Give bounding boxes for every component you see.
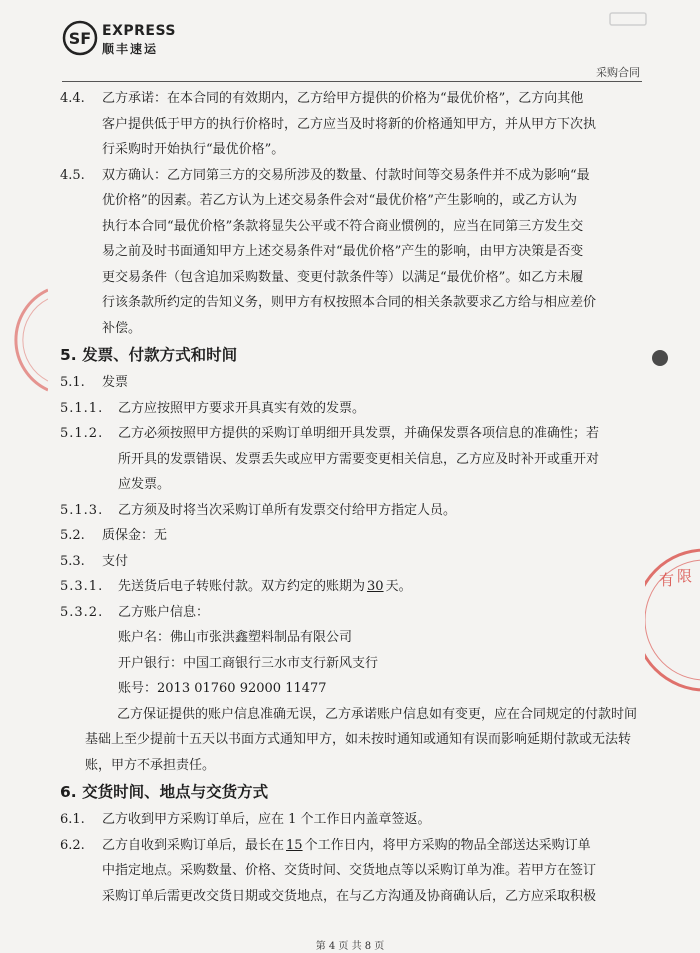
clause-line (102, 833, 650, 859)
clause-number: 5.3.1. (60, 579, 104, 594)
sf-logo-icon (62, 20, 98, 56)
clause-line: 所开具的发票错误、发票丢失或应甲方需要变更相关信息，乙方应及时补开或重开对 (118, 451, 600, 467)
clause-5-1 (60, 370, 650, 396)
clause-line: 中指定地点。采购数量、价格、交货时间、交货地点等以采购订单为准。若甲方在签订 (102, 863, 597, 878)
clause-number: 4.5. (60, 167, 85, 183)
clause-text: 乙方自收到采购订单后，最长在 (102, 837, 285, 853)
account-guarantee-paragraph (60, 702, 650, 779)
clause-number: 6.1. (60, 812, 85, 827)
logo-text-chinese: 顺丰速运 (102, 42, 159, 56)
corner-watermark (608, 10, 648, 28)
clause-text: 乙方账户信息： (118, 604, 210, 620)
clause-number: 5.1.2. (60, 426, 104, 441)
binder-hole (652, 350, 668, 366)
svg-text:SF: SF (68, 29, 92, 48)
red-seal-stamp-right (645, 545, 700, 695)
clause-5-1-1 (60, 396, 650, 422)
clause-text: 个工作日内，将甲方采购的物品全部送达采购订单 (304, 837, 591, 853)
clause-number: 5.1.1. (60, 400, 104, 416)
clause-line: 乙方必须按照甲方提供的采购订单明细开具发票，并确保发票各项信息的准确性；若 (118, 426, 600, 441)
clause-text: 支付 (102, 553, 129, 569)
payment-days: 30 (367, 579, 384, 594)
bank-name: 开户银行：中国工商银行三水市支行新风支行 (118, 655, 379, 671)
clause-number: 5.3.2. (60, 604, 104, 620)
clause-text: 先送货后电子转账付款。双方约定的账期为 (118, 579, 366, 594)
header-divider (62, 81, 642, 82)
clause-5-1-3 (60, 498, 650, 524)
clause-line: 行该条款所约定的告知义务，则甲方有权按照本合同的相关条款要求乙方给与相应差价 (102, 295, 597, 310)
paragraph-line: 乙方保证提供的账户信息准确无误，乙方承诺账户信息如有变更，应在合同规定的付 (117, 706, 599, 722)
section-6-heading: 6. 交货时间、地点与交货方式 (60, 783, 269, 801)
clause-text: 乙方收到甲方采购订单后，应在 1 个工作日内盖章签返。 (102, 812, 431, 827)
clause-text: 乙方须及时将当次采购订单所有发票交付给甲方指定人员。 (118, 502, 457, 518)
logo-text-english: EXPRESS (102, 23, 176, 39)
paragraph-line: 款时间基础上至少提前十五天以书面方式通知甲方，如未按时通知或通知有误而影响延期付 (85, 706, 638, 747)
clause-line: 双方确认：乙方同第三方的交易所涉及的数量、付款时间等交易条件并不成为影响“最 (102, 167, 590, 183)
clause-6-1 (60, 807, 650, 833)
clause-line: 优价格”的因素。若乙方认为上述交易条件会对“最优价格”产生影响的，或乙方认为 (102, 193, 577, 208)
account-name: 账户名：佛山市张洪鑫塑料制品有限公司 (118, 630, 353, 645)
paragraph-line: 款或无法转账，甲方不承担责任。 (85, 732, 632, 773)
clause-line: 易之前及时书面通知甲方上述交易条件对“最优价格”产生的影响，由甲方决策是否变 (102, 244, 584, 259)
clause-4-5 (60, 163, 650, 342)
clause-number: 5.1.3. (60, 502, 104, 518)
clause-number: 5.3. (60, 553, 85, 569)
clause-text: 乙方应按照甲方要求开具真实有效的发票。 (118, 400, 366, 416)
account-number: 账号：2013 01760 92000 11477 (118, 681, 327, 696)
clause-text: 质保金：无 (102, 528, 168, 543)
clause-line: 采购订单后需更改交货日期或交货地点，在与乙方沟通及协商确认后，乙方应采取积极 (102, 888, 597, 904)
clause-line: 补偿。 (102, 320, 142, 336)
clause-line: 应发票。 (118, 477, 171, 492)
sf-express-logo (62, 20, 192, 60)
page-footer: 第 4 页 共 8 页 (315, 941, 385, 952)
document-title: 采购合同 (596, 66, 640, 79)
clause-5-3-2 (60, 600, 650, 626)
clause-line: 行采购时开始执行“最优价格”。 (102, 142, 285, 157)
clause-5-3-1 (60, 574, 650, 600)
clause-text: 发票 (102, 375, 129, 390)
clause-5-3 (60, 549, 650, 575)
clause-number: 4.4. (60, 91, 85, 106)
clause-number: 5.1. (60, 375, 85, 390)
clause-line: 更交易条件（包含追加采购数量、变更付款条件等）以满足“最优价格”。如乙方未履 (102, 269, 584, 285)
section-5-heading: 5. 发票、付款方式和时间 (60, 346, 238, 364)
clause-5-1-2 (60, 421, 650, 498)
svg-text:限: 限 (677, 567, 693, 585)
clause-line: 乙方承诺：在本合同的有效期内，乙方给甲方提供的价格为“最优价格”，乙方向其他 (102, 91, 584, 106)
clause-line: 客户提供低于甲方的执行价格时，乙方应当及时将新的价格通知甲方，并从甲方下次执 (102, 116, 597, 132)
clause-4-4 (60, 86, 650, 163)
clause-number: 6.2. (60, 837, 85, 853)
svg-text:有: 有 (659, 571, 675, 589)
contract-body (60, 86, 650, 909)
red-seal-stamp-left (0, 285, 48, 395)
clause-number: 5.2. (60, 528, 85, 543)
delivery-days: 15 (286, 837, 303, 853)
clause-text: 天。 (385, 579, 412, 594)
clause-line: 执行本合同“最优价格”条款将显失公平或不符合商业惯例的，应当在同第三方发生交 (102, 218, 584, 234)
clause-5-2 (60, 523, 650, 549)
clause-6-2 (60, 833, 650, 910)
